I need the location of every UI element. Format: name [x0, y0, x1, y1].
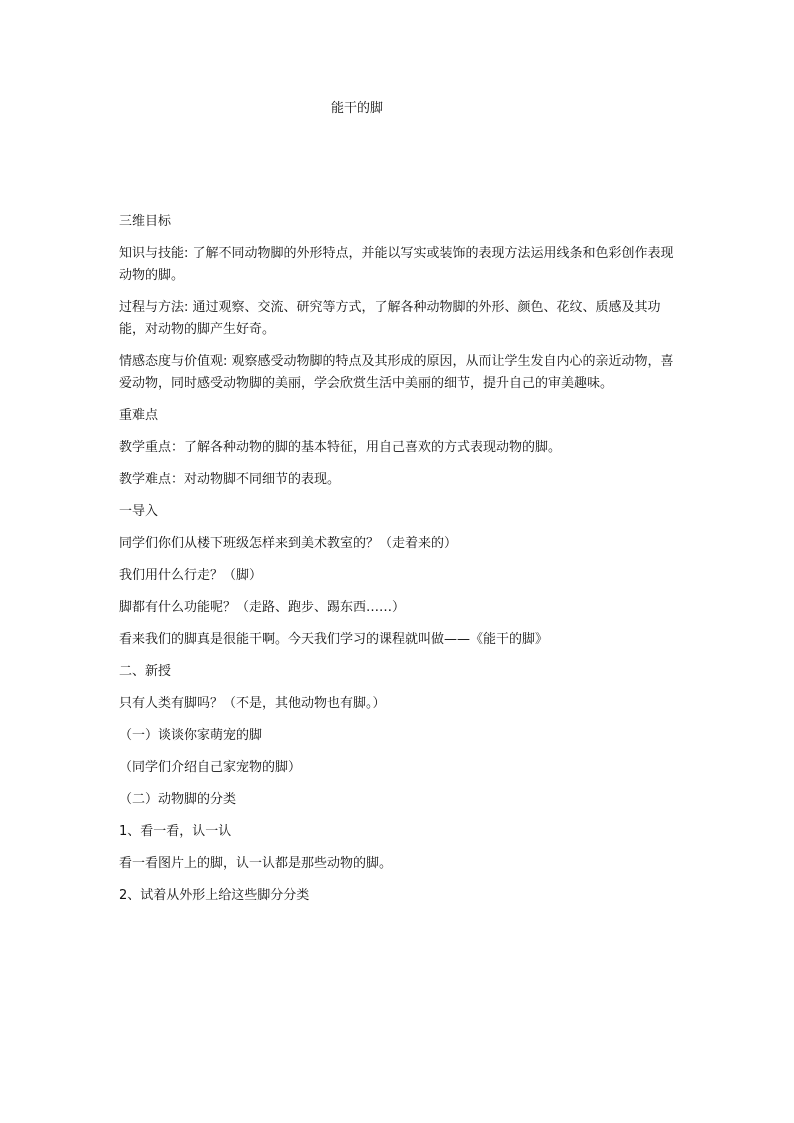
paragraph-knowledge-skills: 知识与技能: 了解不同动物脚的外形特点，并能以写实或装饰的表现方法运用线条和色彩创作表现动物的脚。	[119, 246, 674, 283]
paragraph-question-3: 脚都有什么功能呢？（走路、跑步、踢东西……）	[119, 600, 406, 615]
paragraph-pet-feet: （一）谈谈你家萌宠的脚	[119, 728, 263, 743]
section-heading-goals: 三维目标	[119, 214, 172, 229]
paragraph-teaching-focus: 教学重点：了解各种动物的脚的基本特征，用自己喜欢的方式表现动物的脚。	[119, 440, 562, 455]
section-heading-key-difficulties: 重难点	[119, 408, 159, 423]
paragraph-classification: （二）动物脚的分类	[119, 792, 237, 807]
paragraph-question-2: 我们用什么行走？（脚）	[119, 568, 263, 583]
section-heading-introduction: 一导入	[119, 504, 159, 519]
paragraph-course-intro: 看来我们的脚真是很能干啊。今天我们学习的课程就叫做——《能干的脚》	[119, 632, 549, 647]
paragraph-attitude-values: 情感态度与价值观: 观察感受动物脚的特点及其形成的原因，从而让学生发自内心的亲近动物，喜爱动物，同时感受动物脚的美丽，学会欣赏生活中美丽的细节，提升自己的审美趣味。	[119, 354, 674, 391]
paragraph-look-recognize: 1、看一看，认一认	[119, 824, 232, 839]
document-title: 能干的脚	[330, 101, 383, 116]
section-heading-new-lesson: 二、新授	[119, 664, 172, 679]
paragraph-look-pictures: 看一看图片上的脚，认一认都是那些动物的脚。	[119, 856, 393, 871]
document-body	[119, 211, 681, 917]
paragraph-pet-intro: （同学们介绍自己家宠物的脚）	[119, 760, 302, 775]
paragraph-teaching-difficulty: 教学难点：对动物脚不同细节的表现。	[119, 472, 341, 487]
paragraph-process-method: 过程与方法: 通过观察、交流、研究等方式，了解各种动物脚的外形、颜色、花纹、质感及其功能，对动物的脚产生好奇。	[119, 300, 661, 337]
paragraph-classify-shape: 2、试着从外形上给这些脚分分类	[119, 888, 310, 903]
paragraph-question-1: 同学们你们从楼下班级怎样来到美术教室的？（走着来的）	[119, 536, 458, 551]
paragraph-question-4: 只有人类有脚吗？（不是，其他动物也有脚。）	[119, 696, 386, 711]
